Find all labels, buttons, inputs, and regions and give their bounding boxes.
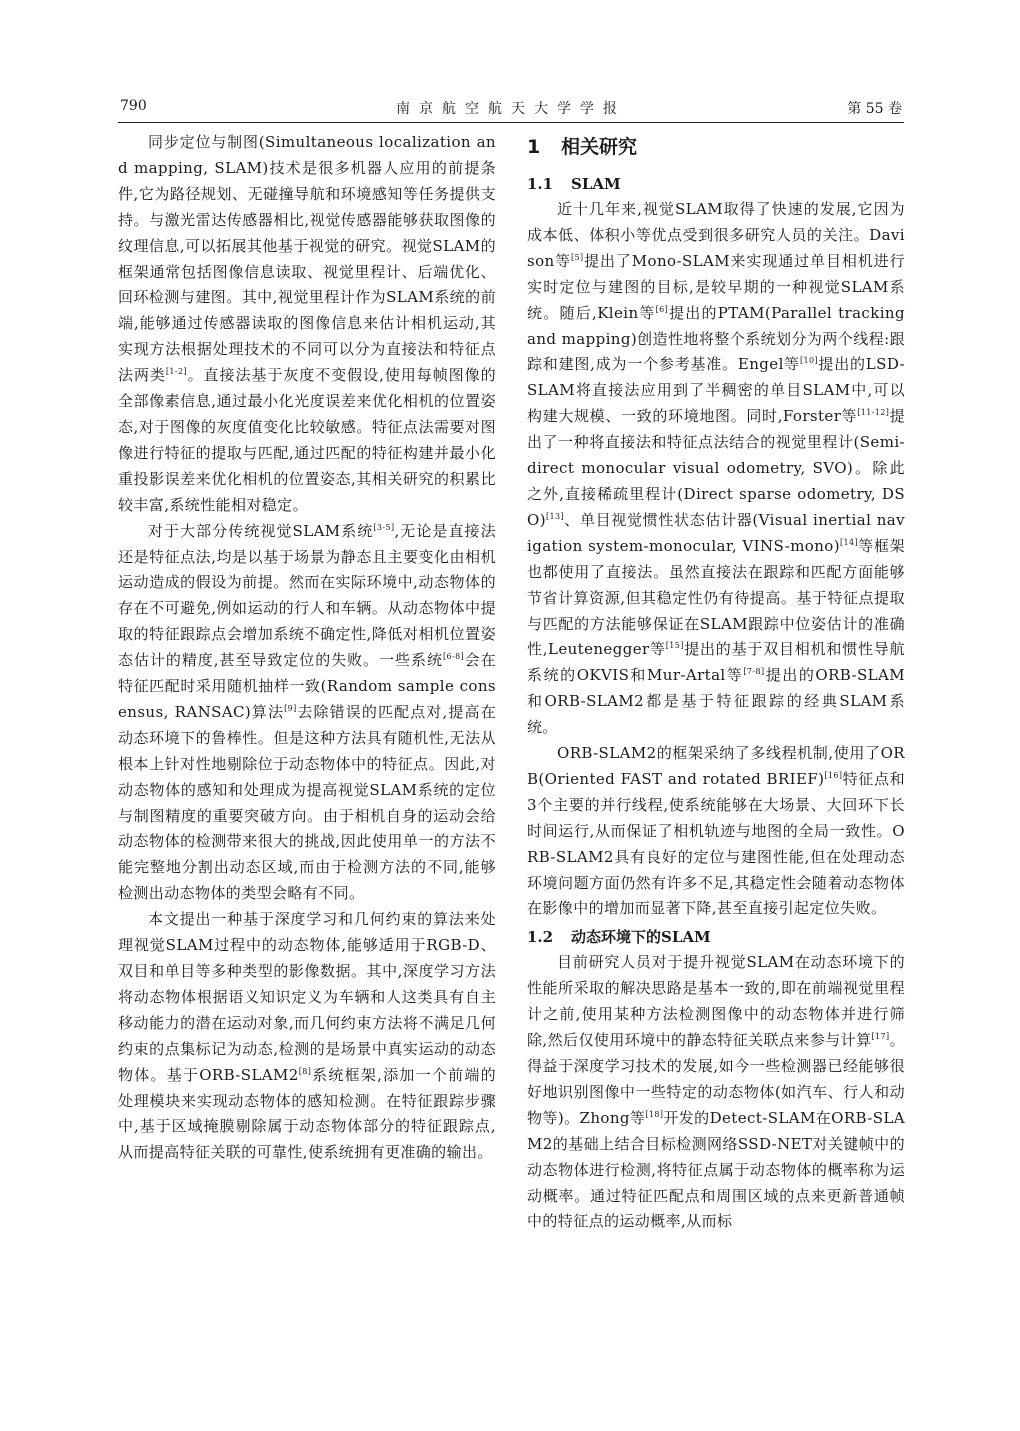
text-run: 会在特征匹配时采用随机抽样一致(Random sample consensus, RANSAC)算法 — [118, 651, 496, 721]
section-heading — [527, 134, 905, 160]
related-paragraph-2 — [527, 741, 905, 922]
subsection-title: 动态环境下的SLAM — [571, 928, 711, 947]
subsection-number: 1.1 — [527, 175, 554, 193]
citation: [16] — [824, 770, 843, 780]
section-title: 相关研究 — [561, 136, 638, 158]
related-paragraph-1 — [527, 197, 905, 741]
text-run: 对于大部分传统视觉SLAM系统 — [148, 521, 374, 540]
text-run: 。直接法基于灰度不变假设,使用每帧图像的全部像素信息,通过最小化光度误差来优化相机的位置姿态,对于图像的灰度值变化比较敏感。特征点法需要对图像进行特征的提取与匹配,通过匹配的特征构建并最小化重投影误差来优化相机的位置姿态,其相关研究的积累比较丰富,系统性能相对稳定。 — [118, 366, 496, 514]
citation: [9] — [284, 703, 297, 713]
text-run: 提出的PTAM(Parallel tracking and mapping)创造性地将整个系统划分为两个线程:跟踪和建图,成为一个参考基准。Engel等 — [527, 303, 905, 374]
text-run: 。得益于深度学习技术的发展,如今一些检测器已经能够很好地识别图像中一些特定的动态物体(如汽车、行人和动物等)。Zhong等 — [527, 1031, 905, 1127]
text-run: 同步定位与制图(Simultaneous localization and mapping, SLAM)技术是很多机器人应用的前提条件,它为路径规划、无碰撞导航和环境感知等任务提供支持。与激光雷达传感器相比,视觉传感器能够获取图像的纹理信息,可以拓展其他基于视觉的研究。视觉SLAM的框架通常包括图像信息读取、视觉里程计、后端优化、回环检测与建图。其中,视觉里程计作为SLAM系统的前端,能够通过传感器读取的图像信息来估计相机运动,其实现方法根据处理技术的不同可以分为直接法和特征点法两类 — [118, 133, 496, 385]
citation: [13] — [545, 511, 564, 521]
text-run: 提出了Mono-SLAM来实现通过单目相机进行实时定位与建图的目标,是较早期的一种视觉SLAM系统。随后,Klein等 — [527, 251, 905, 322]
intro-paragraph-3 — [118, 907, 496, 1166]
citation: [1-2] — [165, 367, 188, 377]
citation: [10] — [799, 356, 818, 366]
intro-paragraph-2 — [118, 519, 496, 908]
section-number: 1 — [527, 136, 541, 158]
subsection-title: SLAM — [571, 175, 621, 193]
citation: [3-5] — [373, 522, 395, 532]
citation: [6-8] — [442, 652, 465, 662]
right-column — [527, 130, 905, 1235]
left-column — [118, 130, 496, 1166]
text-run: 提出的LSD-SLAM将直接法应用到了半稠密的单目SLAM中,可以构建大规模、一致的环境地图。同时,Forster等 — [527, 355, 905, 426]
page-number: 790 — [120, 98, 147, 114]
text-run: 提出了一种将直接法和特征点法结合的视觉里程计(Semi-direct monocular visual odometry, SVO)。除此之外,直接稀疏里程计(Direct sparse odometry, DSO) — [527, 407, 905, 529]
citation: [7-8] — [743, 667, 765, 677]
subsection-heading — [527, 171, 905, 197]
text-run: 去除错误的匹配点对,提高在动态环境下的鲁棒性。但是这种方法具有随机性,无法从根本上针对性地剔除位于动态物体中的特征点。因此,对动态物体的感知和处理成为提高视觉SLAM系统的定位与制图精度的重要突破方向。由于相机自身的运动会给动态物体的检测带来很大的挑战,因此使用单一的方法不能完整地分割出动态区域,而由于检测方法的不同,能够检测出动态物体的类型会略有不同。 — [118, 702, 496, 903]
text-run: 提出的ORB-SLAM和ORB-SLAM2都是基于特征跟踪的经典SLAM系统。 — [527, 666, 905, 737]
volume-label: 第 55 卷 — [847, 101, 902, 117]
citation: [18] — [645, 1109, 664, 1119]
citation: [6] — [655, 304, 669, 314]
text-run: 近十几年来,视觉SLAM取得了快速的发展,它因为成本低、体积小等优点受到很多研究人员的关注。Davison等 — [527, 200, 905, 270]
text-run: 开发的Detect-SLAM在ORB-SLAM2的基础上结合目标检测网络SSD-NET对关键帧中的动态物体进行检测,将特征点属于动态物体的概率称为运动概率。通过特征匹配点和周围区域的点来更新普通帧中的特征点的运动概率,从而标 — [527, 1108, 905, 1231]
intro-paragraph-1 — [118, 130, 496, 519]
citation: [14] — [840, 537, 859, 547]
citation: [5] — [571, 252, 584, 262]
text-run: 提出的基于双目相机和惯性导航系统的OKVIS和Mur-Artal等 — [527, 640, 905, 685]
text-run: ORB-SLAM2的框架采纳了多线程机制,使用了ORB(Oriented FAST and rotated BRIEF) — [527, 744, 905, 788]
text-run: 系统框架,添加一个前端的处理模块来实现动态物体的感知检测。在特征跟踪步骤中,基于区域掩膜剔除属于动态物体部分的特征跟踪点,从而提高特征关联的可靠性,使系统拥有更准确的输出。 — [118, 1065, 496, 1162]
subsection-number: 1.2 — [527, 928, 554, 947]
subsection-heading — [527, 924, 905, 950]
text-run: 目前研究人员对于提升视觉SLAM在动态环境下的性能所采取的解决思路是基本一致的,即在前端视觉里程计之前,使用某种方法检测图像中的动态物体并进行筛除,然后仅使用环境中的静态特征关联点来参与计算 — [527, 953, 905, 1050]
citation: [15] — [665, 641, 684, 651]
related-paragraph-3 — [527, 950, 905, 1235]
text-run: ,无论是直接法还是特征点法,均是以基于场景为静态且主要变化由相机运动造成的假设为前提。然而在实际环境中,动态物体的存在不可避免,例如运动的行人和车辆。从动态物体中提取的特征跟踪点会增加系统不确定性,降低对相机位置姿态估计的精度,甚至导致定位的失败。一些系统 — [118, 521, 496, 670]
text-run: 特征点和3个主要的并行线程,使系统能够在大场景、大回环下长时间运行,从而保证了相机轨迹与地图的全局一致性。ORB-SLAM2具有良好的定位与建图性能,但在处理动态环境问题方面仍然有许多不足,其稳定性会随着动态物体在影像中的增加而显著下降,甚至直接引起定位失败。 — [527, 769, 905, 918]
text-run: 等框架也都使用了直接法。虽然直接法在跟踪和匹配方面能够节省计算资源,但其稳定性仍有待提高。基于特征点提取与匹配的方法能够保证在SLAM跟踪中位姿估计的准确性,Leutenegger等 — [527, 536, 906, 659]
journal-name: 南京航空航天大学学报 — [396, 101, 626, 117]
text-run: 本文提出一种基于深度学习和几何约束的算法来处理视觉SLAM过程中的动态物体,能够适用于RGB-D、双目和单目等多种类型的影像数据。其中,深度学习方法将动态物体根据语义知识定义为车辆和人这类具有自主移动能力的潜在运动对象,而几何约束方法将不满足几何约束的点集标记为动态,检测的是场景中真实运动的动态物体。基于ORB-SLAM2 — [118, 910, 496, 1084]
running-header — [118, 96, 904, 123]
citation: [8] — [298, 1066, 312, 1076]
citation: [11-12] — [857, 408, 890, 418]
text-run: 、单目视觉惯性状态估计器(Visual inertial navigation system-monocular, VINS-mono) — [527, 510, 905, 555]
citation: [17] — [871, 1032, 890, 1042]
